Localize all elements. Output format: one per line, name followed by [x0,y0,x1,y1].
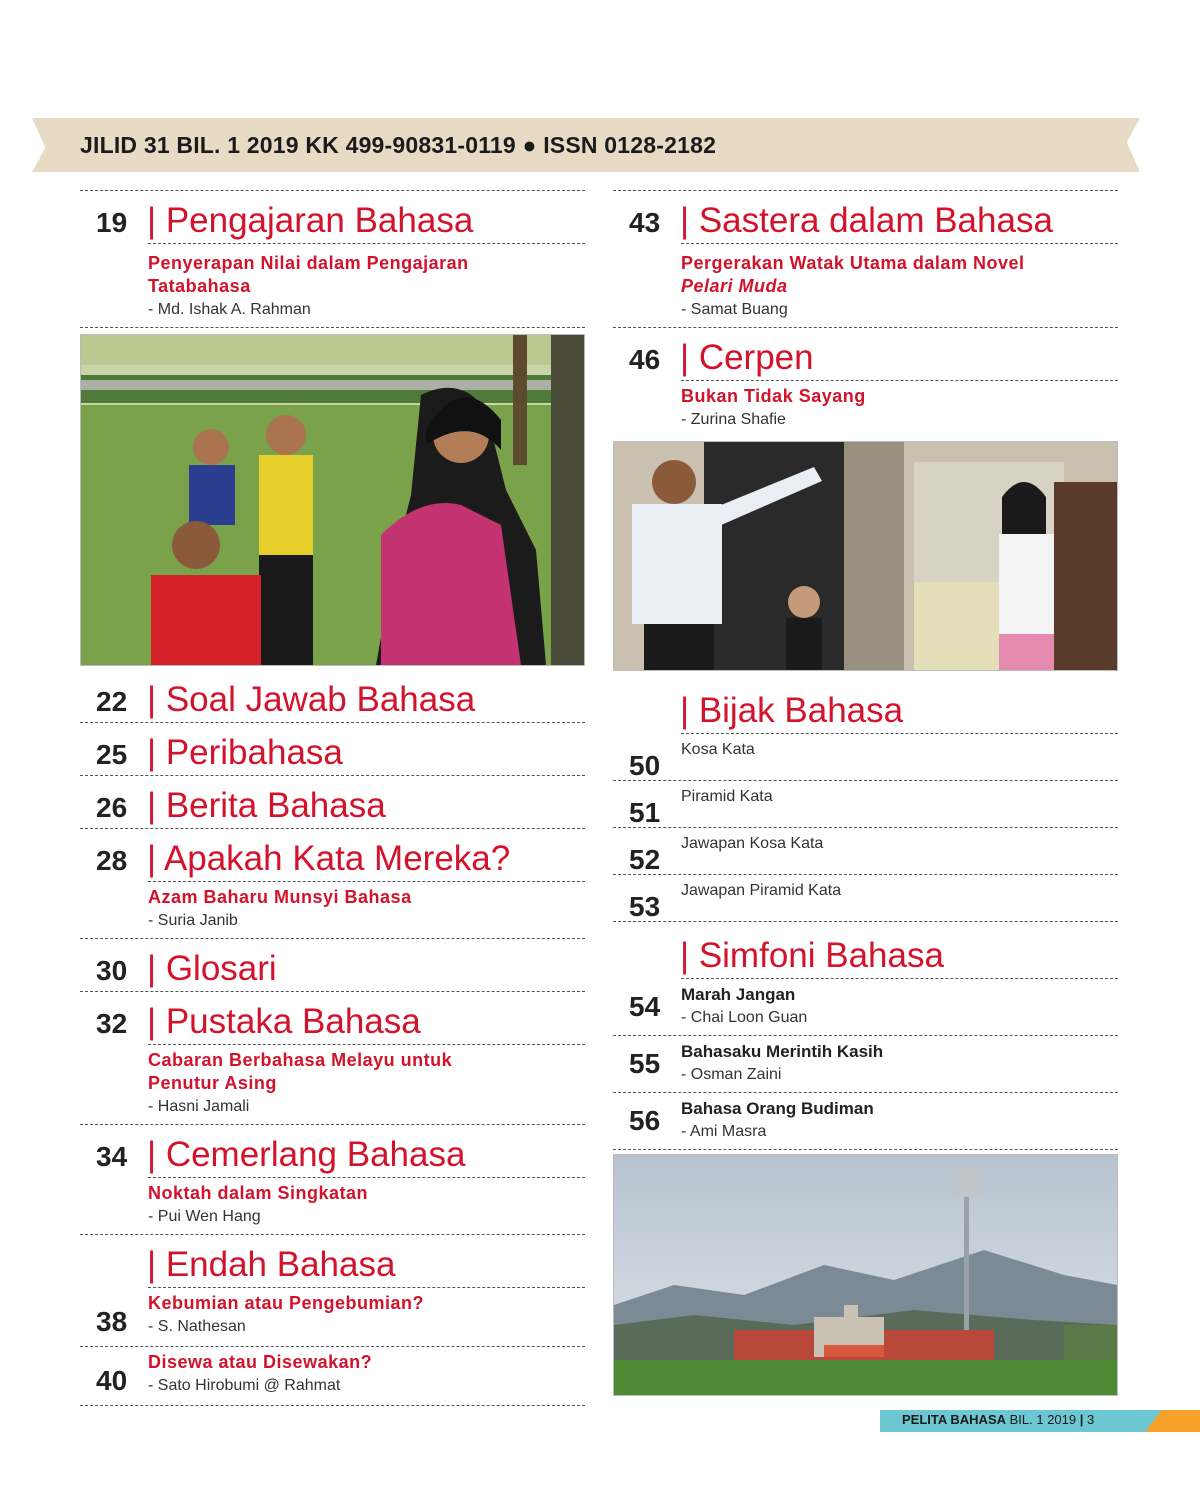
page-number: 3 [1087,1412,1095,1427]
page-number: 54 [629,991,661,1022]
toc-entry-22[interactable] [80,670,585,722]
section-title: | Pengajaran Bahasa [147,201,474,240]
author: - Sato Hirobumi @ Rahmat [148,1377,341,1394]
page-number: 32 [96,1008,128,1039]
section-title: | Apakah Kata Mereka? [147,839,511,878]
article-title: Kebumian atau Pengebumian? [148,1293,425,1313]
article-title: Penyerapan Nilai dalam Pengajaran Tatabahasa [148,253,469,296]
photo-teacher-children [80,334,585,666]
section-title: | Peribahasa [147,733,343,772]
toc-entry-51[interactable] [613,781,1118,827]
poem-title: Marah Jangan [681,985,796,1004]
section-title: | Bijak Bahasa [680,691,904,730]
article-title: Cabaran Berbahasa Melayu untuk Penutur Asing [148,1050,453,1093]
toc-left-column [80,190,585,1406]
author: - Chai Loon Guan [681,1009,808,1026]
poem-title: Bahasaku Merintih Kasih [681,1042,884,1061]
page-number: 30 [96,955,128,986]
section-title: | Sastera dalam Bahasa [680,201,1053,240]
article-title: Noktah dalam Singkatan [148,1183,369,1203]
issue-info: JILID 31 BIL. 1 2019 KK 499-90831-0119 ● ISSN 0128-2182 [80,132,717,158]
page-number: 50 [629,750,661,781]
page-number: 53 [629,891,661,922]
article-title: Disewa atau Disewakan? [148,1352,373,1372]
page-number: 46 [629,344,661,375]
author: - Hasni Jamali [148,1098,250,1115]
toc-entry-50[interactable] [613,734,1118,780]
page-number: 22 [96,686,128,717]
toc-entry-32[interactable] [80,992,585,1124]
toc-entry-46[interactable] [613,328,1118,437]
section-title: | Berita Bahasa [147,786,386,825]
footer-separator: | [1079,1412,1084,1427]
toc-section-bijak-bahasa[interactable] [613,681,1118,734]
author: - Suria Janib [148,912,238,929]
toc-entry-56[interactable] [613,1093,1118,1149]
page-number: 55 [629,1048,661,1079]
author: - Zurina Shafie [681,411,786,428]
article-title: Bukan Tidak Sayang [681,386,866,406]
toc-entry-40[interactable] [80,1347,585,1405]
photo-family-scene [613,441,1118,671]
page-number: 28 [96,845,128,876]
item-label: Piramid Kata [681,788,773,805]
section-title: | Cerpen [680,338,814,377]
article-title: Azam Baharu Munsyi Bahasa [148,887,412,907]
toc-section-simfoni-bahasa[interactable] [613,926,1118,979]
item-label: Kosa Kata [681,741,755,758]
item-label: Jawapan Kosa Kata [681,835,824,852]
page-number: 40 [96,1365,128,1396]
page-number: 34 [96,1141,128,1172]
poem-title: Bahasa Orang Budiman [681,1099,874,1118]
section-title: | Glosari [147,949,277,988]
author: - Md. Ishak A. Rahman [148,301,311,318]
magazine-name: PELITA BAHASA [902,1412,1006,1427]
author: - Pui Wen Hang [148,1208,261,1225]
toc-entry-52[interactable] [613,828,1118,874]
page-number: 56 [629,1105,661,1136]
author: - Samat Buang [681,301,788,318]
toc-entry-26[interactable] [80,776,585,828]
footer-info [902,1412,1094,1427]
page-number: 52 [629,844,661,875]
page-number: 38 [96,1306,128,1337]
author: - Ami Masra [681,1123,767,1140]
author: - Osman Zaini [681,1066,782,1083]
item-label: Jawapan Piramid Kata [681,882,842,899]
toc-entry-25[interactable] [80,723,585,775]
issue-number: BIL. 1 2019 [1009,1412,1077,1427]
toc-entry-30[interactable] [80,939,585,991]
page-number: 43 [629,207,661,238]
toc-entry-43[interactable] [613,191,1118,327]
photo-campus-landscape [613,1154,1118,1396]
author: - S. Nathesan [148,1318,246,1335]
page-number: 26 [96,792,128,823]
section-title: | Pustaka Bahasa [147,1002,421,1041]
toc-right-column [613,190,1118,1396]
toc-entry-28[interactable] [80,829,585,938]
toc-entry-55[interactable] [613,1036,1118,1092]
page-number: 51 [629,797,661,828]
toc-entry-53[interactable] [613,875,1118,921]
section-title: | Simfoni Bahasa [680,936,944,975]
section-title: | Cemerlang Bahasa [147,1135,466,1174]
toc-entry-34[interactable] [80,1125,585,1234]
page-number: 25 [96,739,128,770]
article-title: Pergerakan Watak Utama dalam Novel Pelari Muda [681,253,1025,296]
page-number: 19 [96,207,128,238]
toc-entry-19[interactable] [80,191,585,327]
toc-entry-54[interactable] [613,979,1118,1035]
section-title: | Soal Jawab Bahasa [147,680,476,719]
section-title: | Endah Bahasa [147,1245,396,1284]
toc-section-endah-bahasa[interactable] [80,1235,585,1288]
toc-entry-38[interactable] [80,1288,585,1346]
